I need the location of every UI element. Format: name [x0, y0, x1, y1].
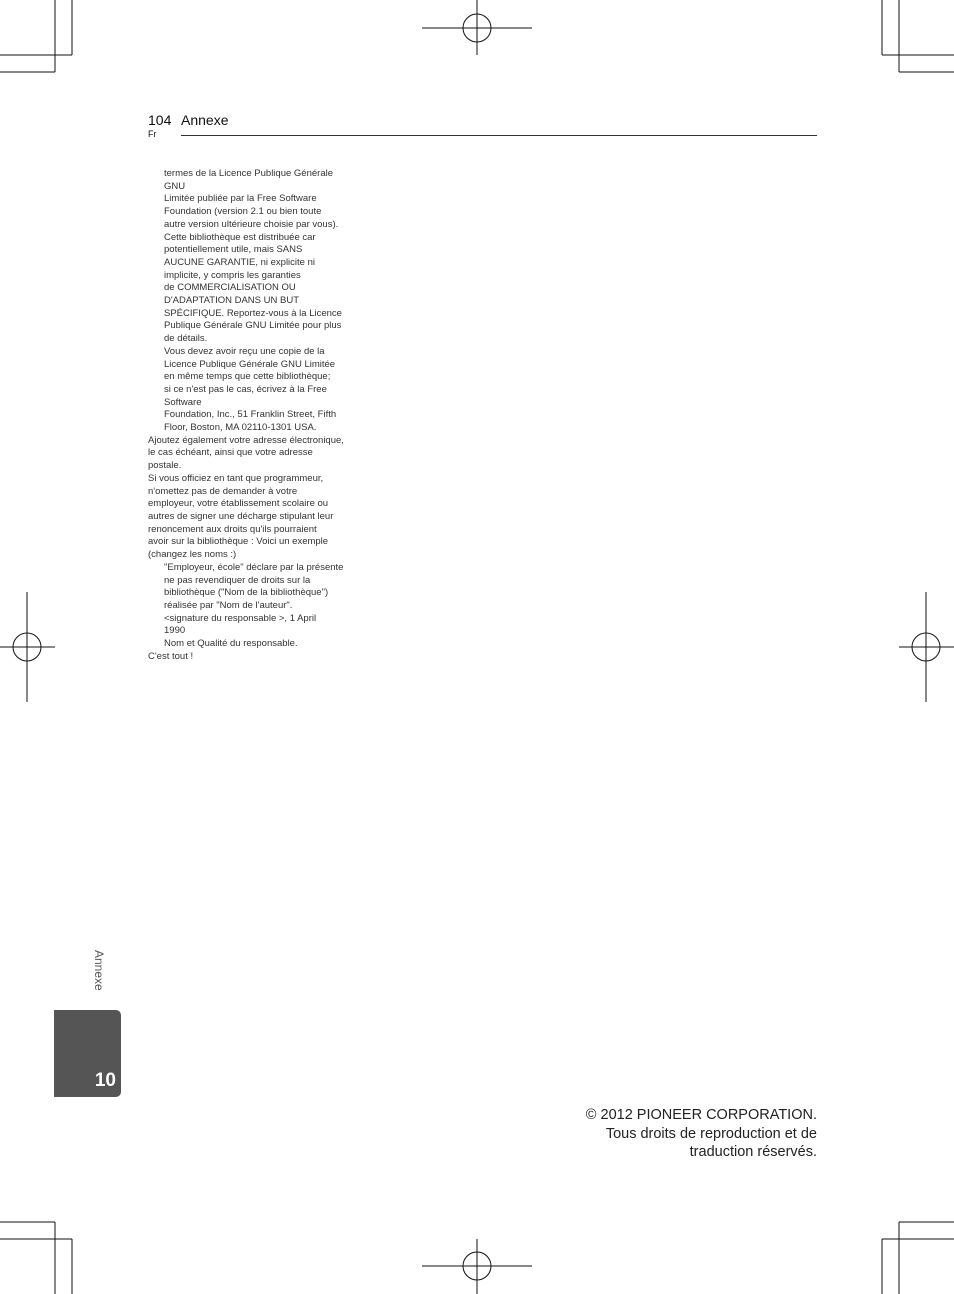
text-line: autres de signer une décharge stipulant leur	[148, 510, 334, 522]
header-rule	[181, 135, 817, 136]
text-line: en même temps que cette bibliothèque;	[164, 371, 331, 383]
body-paragraph	[148, 562, 364, 651]
body-paragraph	[148, 651, 364, 664]
section-title: Annexe	[181, 112, 229, 128]
text-line: si ce n'est pas le cas, écrivez à la Free	[164, 383, 327, 395]
text-line: "Employeur, école" déclare par la présente	[164, 561, 344, 573]
text-line: potentiellement utile, mais SANS	[164, 244, 303, 256]
text-line: n'omettez pas de demander à votre	[148, 485, 298, 497]
text-line: AUCUNE GARANTIE, ni explicite ni	[164, 256, 315, 268]
text-line: de COMMERCIALISATION OU	[164, 282, 296, 294]
page-language: Fr	[148, 129, 157, 139]
text-line: autre version ultérieure choisie par vous).	[164, 218, 339, 230]
body-text-column	[148, 168, 364, 663]
text-line: Cette bibliothèque est distribuée car	[164, 231, 316, 243]
text-line: Nom et Qualité du responsable.	[164, 638, 298, 650]
text-line: bibliothèque ("Nom de la bibliothèque")	[164, 587, 329, 599]
text-line: C'est tout !	[148, 650, 194, 662]
text-line: <signature du responsable >, 1 April	[164, 612, 317, 624]
page-number: 104	[148, 112, 172, 128]
body-paragraph	[148, 435, 364, 562]
copyright-line: Tous droits de reproduction et de	[605, 1125, 817, 1142]
copyright-line: traduction réservés.	[689, 1144, 817, 1160]
text-line: Foundation, Inc., 51 Franklin Street, Fifth	[164, 409, 337, 421]
copyright-notice	[517, 1106, 817, 1162]
text-line: termes de la Licence Publique Générale	[164, 168, 333, 179]
side-section-label: Annexe	[92, 950, 106, 991]
text-line: Software	[164, 396, 202, 408]
text-line: avoir sur la bibliothèque : Voici un exemple	[148, 536, 329, 548]
text-line: Ajoutez également votre adresse électronique,	[148, 434, 344, 446]
text-line: postale.	[148, 460, 182, 472]
text-line: Foundation (version 2.1 ou bien toute	[164, 206, 322, 218]
text-line: SPÉCIFIQUE. Reportez-vous à la Licence	[164, 307, 342, 319]
text-line: de détails.	[164, 333, 208, 345]
copyright-line: © 2012 PIONEER CORPORATION.	[585, 1107, 817, 1123]
text-line: ne pas revendiquer de droits sur la	[164, 574, 311, 586]
text-line: D'ADAPTATION DANS UN BUT	[164, 295, 299, 307]
text-line: renoncement aux droits qu'ils pourraient	[148, 523, 317, 535]
text-line: implicite, y compris les garanties	[164, 269, 301, 281]
text-line: Vous devez avoir reçu une copie de la	[164, 345, 325, 357]
text-line: Floor, Boston, MA 02110-1301 USA.	[164, 422, 317, 434]
text-line: réalisée par "Nom de l'auteur".	[164, 599, 293, 611]
text-line: Limitée publiée par la Free Software	[164, 193, 317, 205]
text-line: Si vous officiez en tant que programmeur,	[148, 472, 324, 484]
text-line: Publique Générale GNU Limitée pour plus	[164, 320, 342, 332]
text-line: Licence Publique Générale GNU Limitée	[164, 358, 336, 370]
text-line: employeur, votre établissement scolaire ou	[148, 498, 329, 510]
chapter-number: 10	[94, 1070, 116, 1091]
text-line: le cas échéant, ainsi que votre adresse	[148, 447, 313, 459]
text-line: 1990	[164, 625, 186, 637]
text-line: GNU	[164, 180, 186, 192]
text-line: (changez les noms :)	[148, 549, 237, 561]
body-paragraph	[148, 168, 364, 435]
